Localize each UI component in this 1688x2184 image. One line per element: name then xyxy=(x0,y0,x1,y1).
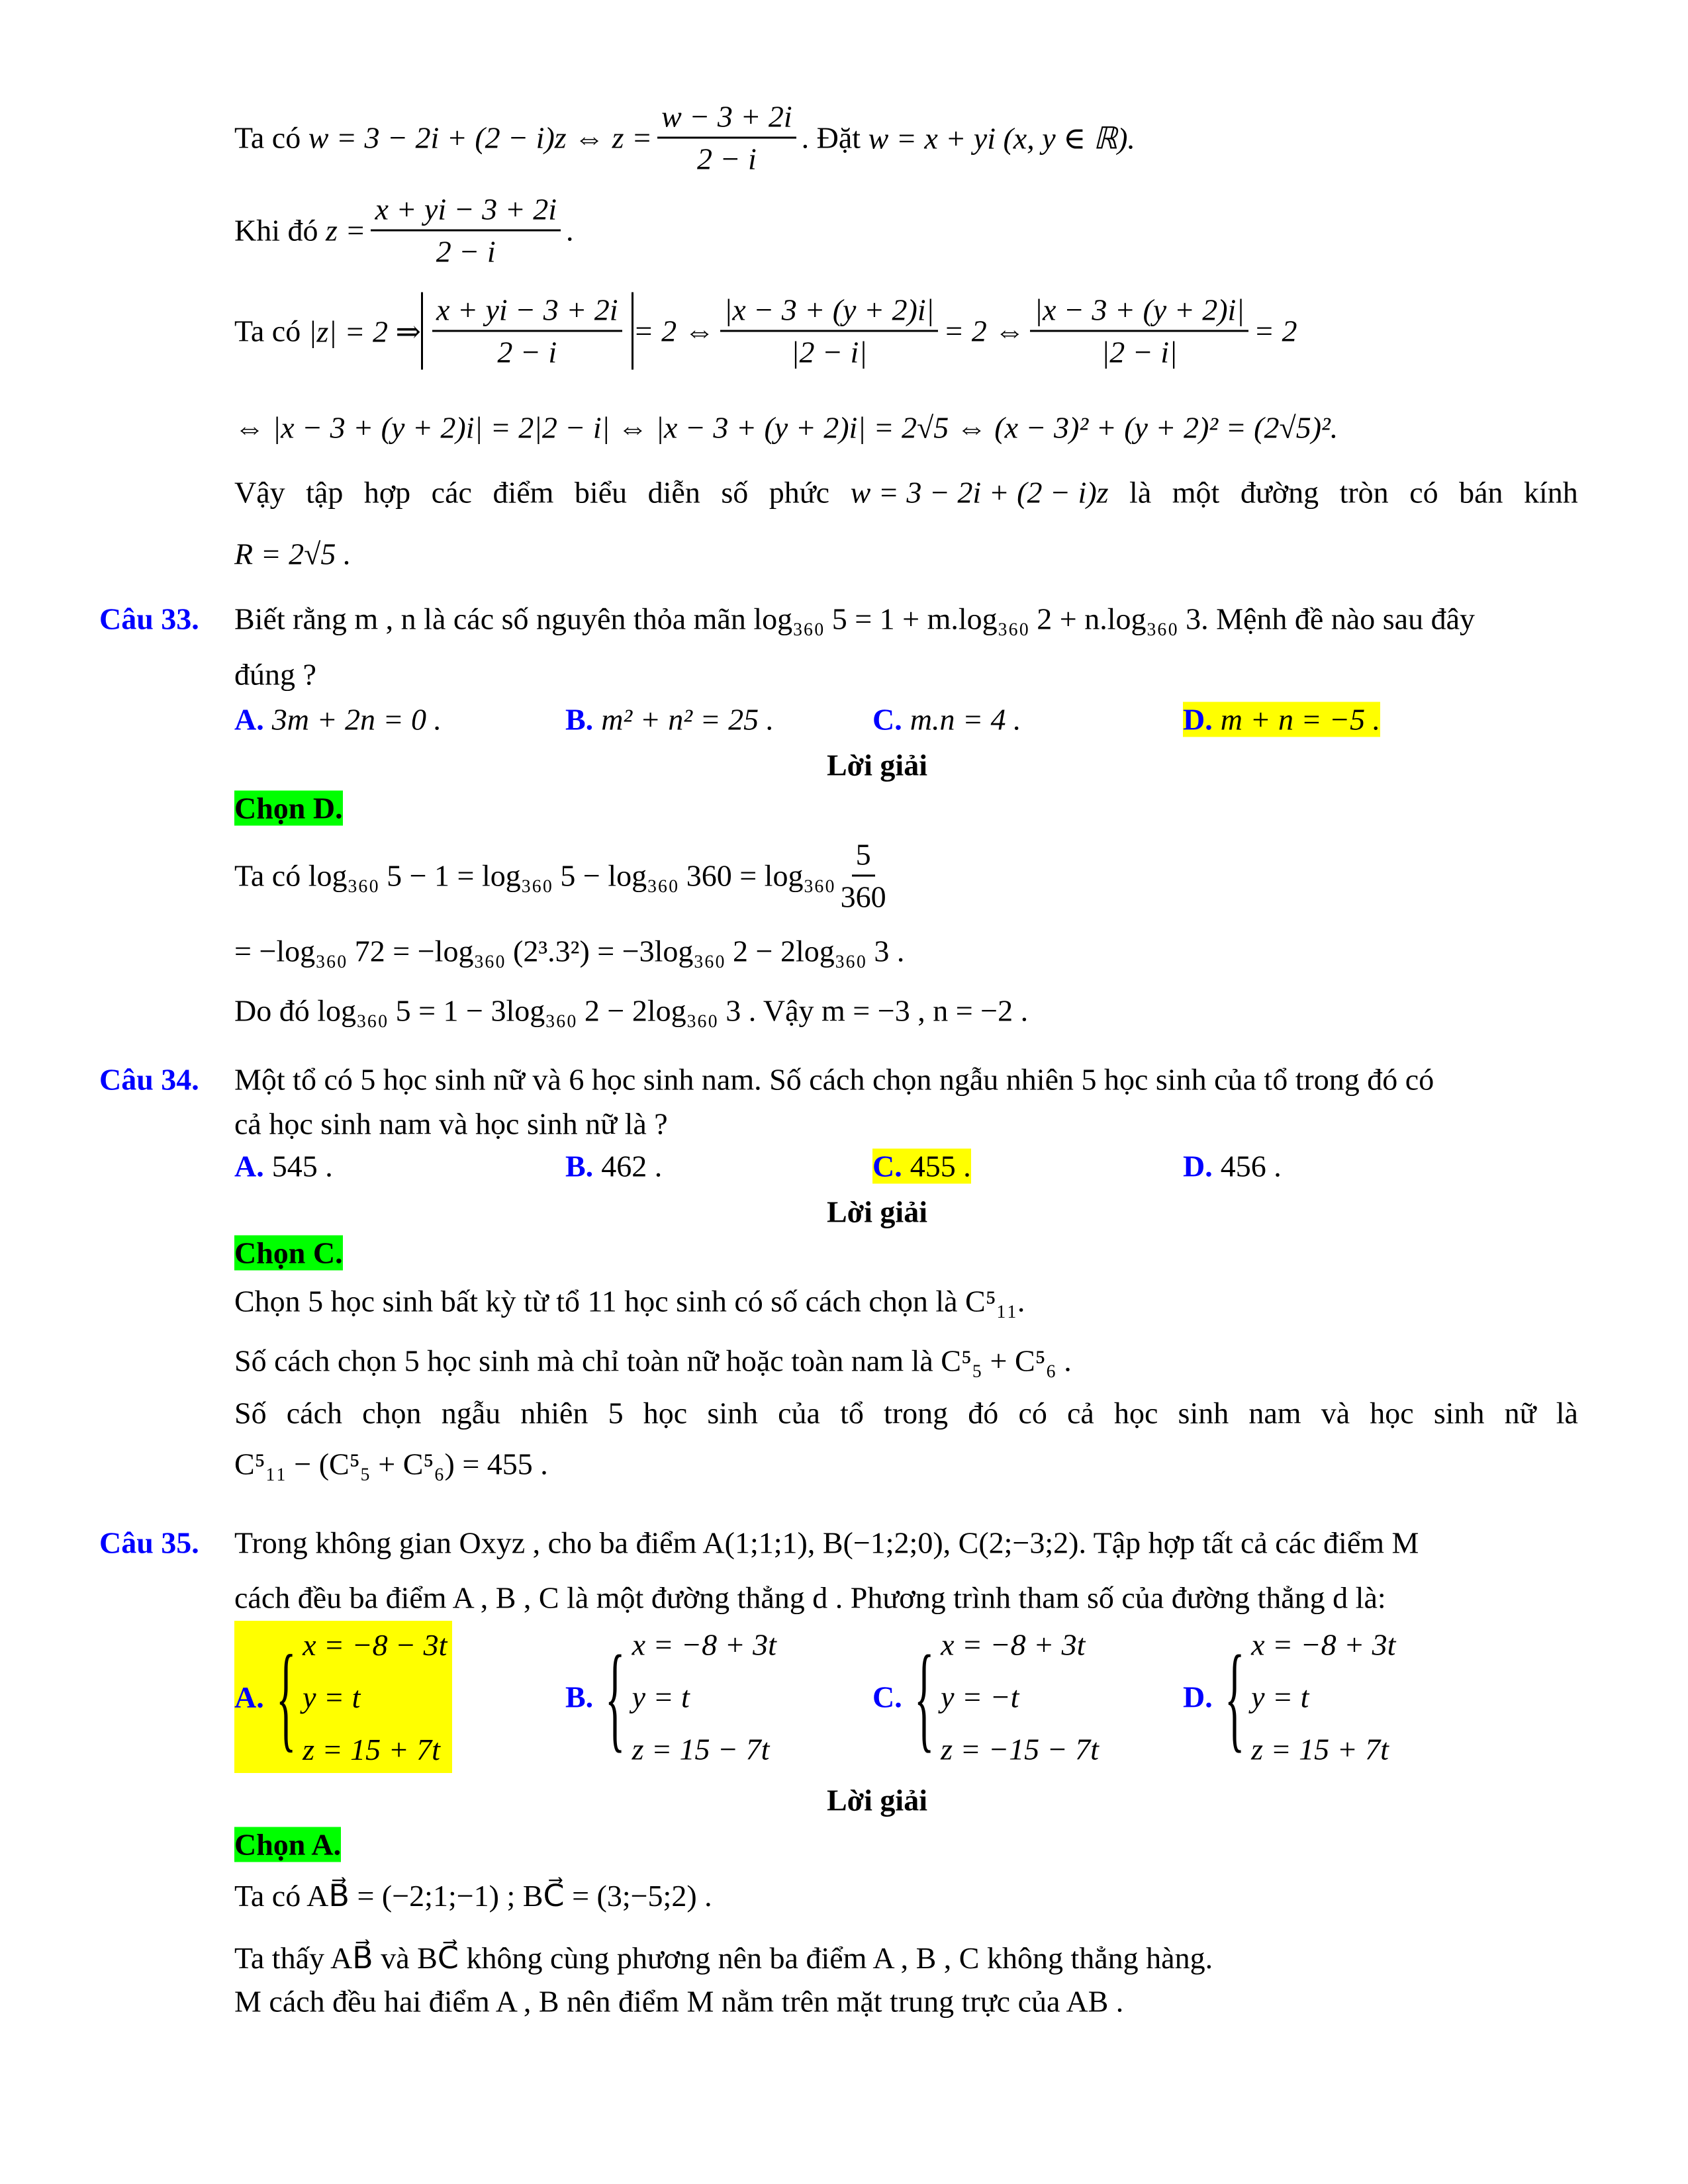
numerator: x + yi − 3 + 2i xyxy=(432,293,622,332)
choice-badge xyxy=(234,1236,343,1271)
equation-row: y = t xyxy=(1251,1680,1309,1714)
question-35-text: Trong không gian Oxyz , cho ba điểm A(1;1;1), B(−1;2;0), C(2;−3;2). Tập hợp tất cả các điểm M xyxy=(234,1525,1419,1560)
equation-row: y = −t xyxy=(941,1680,1019,1714)
choice-badge xyxy=(234,1827,341,1862)
word: và xyxy=(1321,1396,1350,1430)
choice-label: Chọn D. xyxy=(234,791,343,825)
equation-row: x = −8 + 3t xyxy=(632,1627,776,1662)
option-a xyxy=(234,1149,333,1184)
word: học xyxy=(1370,1396,1414,1430)
option-letter: C. xyxy=(872,1680,902,1714)
equation-row: x = −8 − 3t xyxy=(303,1627,447,1662)
question-33-label: Câu 33. xyxy=(99,602,199,636)
equation-row: y = t xyxy=(303,1680,361,1714)
option-d xyxy=(1183,1149,1282,1184)
equation: z = xyxy=(326,213,366,248)
word: đường xyxy=(1240,475,1319,510)
q35-solution-3: M cách đều hai điểm A , B nên điểm M nằm trên mặt trung trực của AB . xyxy=(234,1984,1124,2019)
q33-solution-3: Do đó log₃₆₀ 5 = 1 − 3log₃₆₀ 2 − 2log₃₆₀ 3 . Vậy m = −3 , n = −2 . xyxy=(234,993,1029,1028)
equation: w = 3 − 2i + (2 − i)z ⇔ z = xyxy=(308,120,653,155)
word: cả xyxy=(1067,1396,1094,1430)
word: cách xyxy=(286,1396,342,1430)
option-letter: A. xyxy=(234,1680,264,1714)
question-34-text: Một tổ có 5 học sinh nữ và 6 học sinh nam. Số cách chọn ngẫu nhiên 5 học sinh của tổ trong đó có xyxy=(234,1062,1434,1097)
option-letter: C. xyxy=(872,702,902,737)
option-a xyxy=(234,702,442,737)
choice-badge xyxy=(234,791,343,826)
text: . Đặt xyxy=(801,120,861,155)
denominator: 2 − i xyxy=(696,142,757,176)
word: nữ xyxy=(1504,1396,1536,1430)
word: của xyxy=(778,1396,820,1430)
prev-line-5 xyxy=(234,475,1578,510)
word: ngẫu xyxy=(441,1396,501,1430)
equation: w = x + yi (x, y ∈ ℝ). xyxy=(868,121,1135,155)
word: kính xyxy=(1524,475,1578,510)
fraction xyxy=(841,837,886,915)
numerator: 5 xyxy=(852,837,875,877)
equation: = 2 ⇔ xyxy=(943,314,1025,348)
equation-row: x = −8 + 3t xyxy=(941,1627,1086,1662)
fraction xyxy=(657,99,796,177)
equation: = 2 xyxy=(1253,314,1297,348)
option-text: 545 . xyxy=(271,1149,333,1183)
equation: = 2 ⇔ xyxy=(633,314,715,348)
text: Ta có xyxy=(234,314,301,348)
option-d-correct xyxy=(1183,702,1380,737)
word: trong xyxy=(884,1396,949,1430)
word: sinh xyxy=(1178,1396,1229,1430)
equation: w = 3 − 2i + (2 − i)z xyxy=(850,475,1109,510)
option-letter: D. xyxy=(1183,1149,1213,1183)
word: một xyxy=(1172,475,1220,510)
equation-row: z = 15 + 7t xyxy=(303,1732,440,1766)
option-a-correct xyxy=(234,1621,452,1773)
word: sinh xyxy=(707,1396,758,1430)
word: tập xyxy=(306,475,344,510)
word: diễn xyxy=(647,475,700,510)
option-text: 462 . xyxy=(601,1149,663,1183)
denominator: 2 − i xyxy=(497,335,557,369)
prev-line-2 xyxy=(234,192,573,269)
numerator: |x − 3 + (y + 2)i| xyxy=(1030,293,1248,332)
question-34-label: Câu 34. xyxy=(99,1062,199,1097)
option-letter: B. xyxy=(565,702,594,737)
equation-system xyxy=(1251,1627,1395,1767)
prev-line-4: ⇔ |x − 3 + (y + 2)i| = 2|2 − i| ⇔ |x − 3 + (y + 2)i| = 2√5 ⇔ (x − 3)² + (y + 2)² = (2√5)². xyxy=(234,410,1338,445)
option-b xyxy=(565,1149,662,1184)
denominator: |2 − i| xyxy=(1101,335,1178,369)
q34-solution-4: C⁵₁₁ − (C⁵₅ + C⁵₆) = 455 . xyxy=(234,1447,548,1481)
solution-title: Lời giải xyxy=(827,1783,927,1817)
question-35-label: Câu 35. xyxy=(99,1525,199,1560)
q33-solution-1 xyxy=(234,837,892,915)
q34-solution-1: Chọn 5 học sinh bất kỳ từ tổ 11 học sinh có số cách chọn là C⁵₁₁. xyxy=(234,1284,1025,1318)
word: biểu xyxy=(574,475,628,510)
option-c xyxy=(872,702,1021,737)
word: có xyxy=(1018,1396,1047,1430)
fraction xyxy=(1030,293,1248,370)
option-text: m² + n² = 25 . xyxy=(601,702,774,737)
numerator: w − 3 + 2i xyxy=(657,99,796,139)
equation-row: z = 15 + 7t xyxy=(1251,1732,1389,1766)
text: . xyxy=(565,213,574,248)
word: Số xyxy=(234,1396,267,1430)
option-d xyxy=(1183,1627,1395,1767)
word: hợp xyxy=(363,475,411,510)
equation-system xyxy=(303,1627,447,1767)
word: nam xyxy=(1248,1396,1301,1430)
equation-row: z = −15 − 7t xyxy=(941,1732,1099,1766)
numerator: x + yi − 3 + 2i xyxy=(371,192,561,232)
word: 5 xyxy=(608,1396,624,1430)
equation-system xyxy=(941,1627,1099,1767)
option-text: 456 . xyxy=(1220,1149,1282,1183)
option-letter: B. xyxy=(565,1680,594,1714)
numerator: |x − 3 + (y + 2)i| xyxy=(720,293,939,332)
fraction xyxy=(371,192,561,269)
option-b xyxy=(565,702,774,737)
option-letter: C. xyxy=(872,1149,902,1183)
word: phức xyxy=(769,475,830,510)
brace-icon: { xyxy=(605,1631,626,1762)
equation-system xyxy=(632,1627,776,1767)
question-34-text-2: cả học sinh nam và học sinh nữ là ? xyxy=(234,1107,668,1141)
equation: |z| = 2 ⇒ xyxy=(308,314,422,348)
word: chọn xyxy=(362,1396,422,1430)
q34-solution-3 xyxy=(234,1396,1578,1431)
text: Khi đó xyxy=(234,213,318,248)
option-letter: A. xyxy=(234,1149,264,1183)
word: Vậy xyxy=(234,475,285,510)
word: là xyxy=(1556,1396,1578,1430)
word: số xyxy=(721,475,749,510)
equation-row: z = 15 − 7t xyxy=(632,1732,770,1766)
abs-value xyxy=(421,293,633,370)
prev-line-6: R = 2√5 . xyxy=(234,537,352,571)
option-letter: D. xyxy=(1183,1680,1213,1714)
word: bán xyxy=(1459,475,1503,510)
word: sinh xyxy=(1433,1396,1485,1430)
option-text: m.n = 4 . xyxy=(910,702,1021,737)
option-letter: D. xyxy=(1183,702,1213,737)
fraction xyxy=(720,293,939,370)
choice-label: Chọn A. xyxy=(234,1827,342,1862)
question-33-text: Biết rằng m , n là các số nguyên thỏa mãn log₃₆₀ 5 = 1 + m.log₃₆₀ 2 + n.log₃₆₀ 3. Mệnh đề nào sau đây xyxy=(234,602,1476,636)
brace-icon: { xyxy=(914,1631,935,1762)
word: điểm xyxy=(492,475,554,510)
option-b xyxy=(565,1627,776,1767)
option-c-correct xyxy=(872,1149,971,1184)
word: các xyxy=(431,475,472,510)
equation-row: y = t xyxy=(632,1680,690,1714)
word: học xyxy=(643,1396,688,1430)
option-text: 455 . xyxy=(910,1149,971,1183)
denominator: |2 − i| xyxy=(790,335,867,369)
question-33-text-2: đúng ? xyxy=(234,657,316,692)
word: tổ xyxy=(840,1396,864,1430)
option-text: 3m + 2n = 0 . xyxy=(271,702,442,737)
option-letter: A. xyxy=(234,702,264,737)
q35-solution-1: Ta có AB⃗ = (−2;1;−1) ; BC⃗ = (3;−5;2) . xyxy=(234,1879,712,1913)
denominator: 360 xyxy=(840,880,886,914)
brace-icon: { xyxy=(275,1631,297,1762)
option-text: m + n = −5 . xyxy=(1220,702,1381,737)
prev-line-3 xyxy=(234,293,1297,370)
q33-solution-2: = −log₃₆₀ 72 = −log₃₆₀ (2³.3²) = −3log₃₆₀ 2 − 2log₃₆₀ 3 . xyxy=(234,934,905,968)
equation: Ta có log₃₆₀ 5 − 1 = log₃₆₀ 5 − log₃₆₀ 360 = log₃₆₀ xyxy=(234,858,835,893)
text: Ta có xyxy=(234,120,301,155)
solution-title: Lời giải xyxy=(827,1195,927,1229)
word: đó xyxy=(968,1396,999,1430)
question-35-text-2: cách đều ba điểm A , B , C là một đường thẳng d . Phương trình tham số của đường thẳng d là: xyxy=(234,1580,1386,1615)
equation-row: x = −8 + 3t xyxy=(1251,1627,1396,1662)
prev-line-1 xyxy=(234,99,1135,177)
option-c xyxy=(872,1627,1099,1767)
denominator: 2 − i xyxy=(436,234,496,269)
word: nhiên xyxy=(520,1396,588,1430)
brace-icon: { xyxy=(1224,1631,1245,1762)
word: học xyxy=(1113,1396,1158,1430)
q34-solution-2: Số cách chọn 5 học sinh mà chỉ toàn nữ hoặc toàn nam là C⁵₅ + C⁵₆ . xyxy=(234,1343,1072,1378)
fraction xyxy=(432,293,622,370)
word: tròn xyxy=(1339,475,1389,510)
word: là xyxy=(1129,475,1152,510)
option-letter: B. xyxy=(565,1149,594,1183)
q35-solution-2: Ta thấy AB⃗ và BC⃗ không cùng phương nên ba điểm A , B , C không thẳng hàng. xyxy=(234,1941,1213,1975)
choice-label: Chọn C. xyxy=(234,1236,343,1270)
solution-title: Lời giải xyxy=(827,748,927,782)
word: có xyxy=(1409,475,1438,510)
